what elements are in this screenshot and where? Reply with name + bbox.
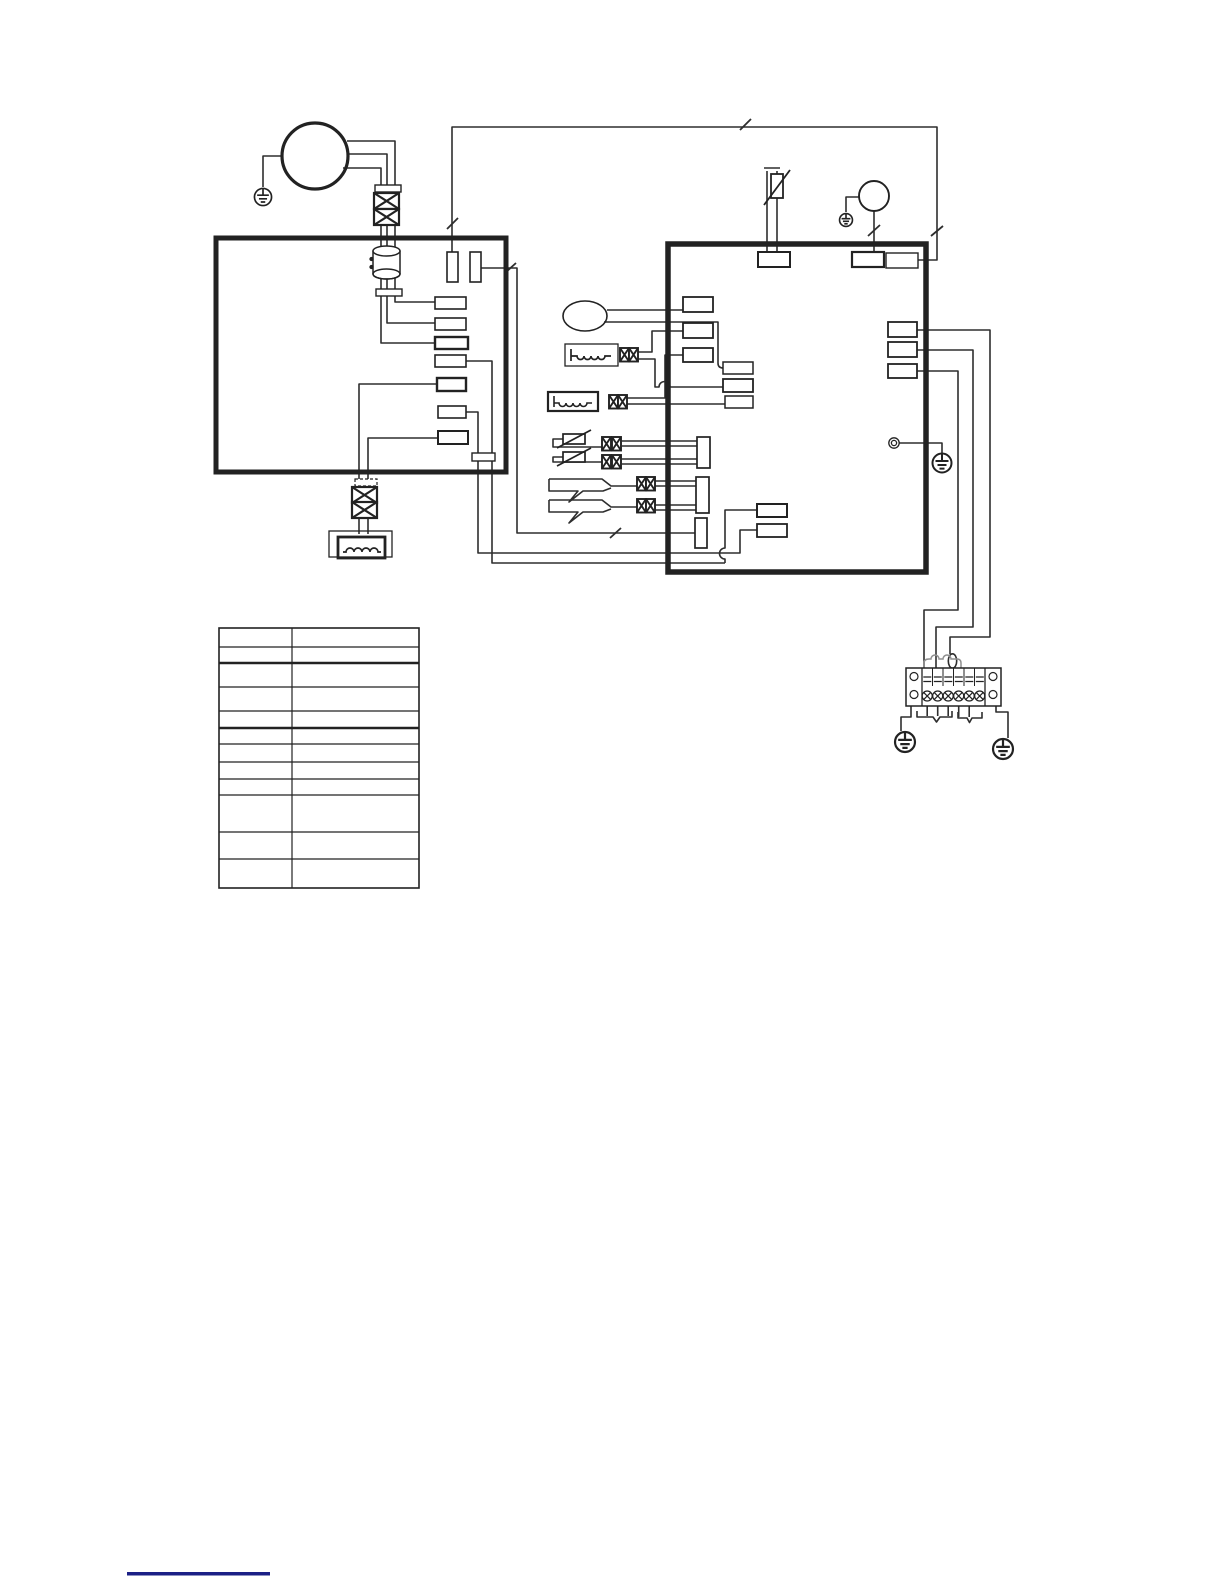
connector-bar — [472, 453, 495, 461]
connector — [470, 252, 481, 282]
earth-ground-icon — [895, 732, 915, 752]
earth-ground-icon — [254, 188, 271, 205]
connector — [758, 252, 790, 267]
connector — [435, 337, 468, 349]
connector — [723, 379, 753, 392]
earth-ground-icon — [933, 454, 952, 473]
current-transformer-icon — [370, 246, 400, 279]
connector — [725, 396, 753, 408]
connector — [888, 364, 917, 378]
connector-pair-icon — [620, 348, 638, 362]
connector — [757, 524, 787, 537]
connector-pair-icon — [374, 193, 399, 225]
screw-terminal-icon — [889, 438, 899, 448]
connector-pair-icon — [352, 487, 377, 518]
connector — [886, 253, 918, 268]
connector — [435, 318, 466, 330]
connector — [683, 297, 713, 312]
connector — [438, 406, 466, 418]
connector-pair-icon — [609, 395, 627, 409]
connector — [757, 504, 787, 517]
connector-bar — [375, 185, 401, 192]
footer-link-underline[interactable] — [127, 1572, 270, 1576]
connector — [852, 252, 884, 267]
connector-bar — [696, 477, 709, 513]
connector — [447, 252, 458, 282]
connector-bar — [376, 289, 402, 296]
earth-ground-icon — [840, 214, 853, 227]
earth-ground-icon — [993, 739, 1013, 759]
connector — [435, 297, 466, 309]
connector — [888, 322, 917, 337]
connector — [683, 323, 713, 338]
connector — [438, 431, 468, 444]
connector — [683, 348, 713, 362]
connector-bar — [697, 437, 710, 468]
ferrite-bar — [355, 479, 377, 486]
right-board-edge-bars — [695, 437, 710, 548]
connector — [435, 355, 466, 367]
connector — [723, 362, 753, 374]
terminal-block-icon — [906, 668, 1001, 706]
connector — [437, 378, 466, 391]
connector — [888, 342, 917, 357]
connector-bar — [695, 518, 707, 548]
